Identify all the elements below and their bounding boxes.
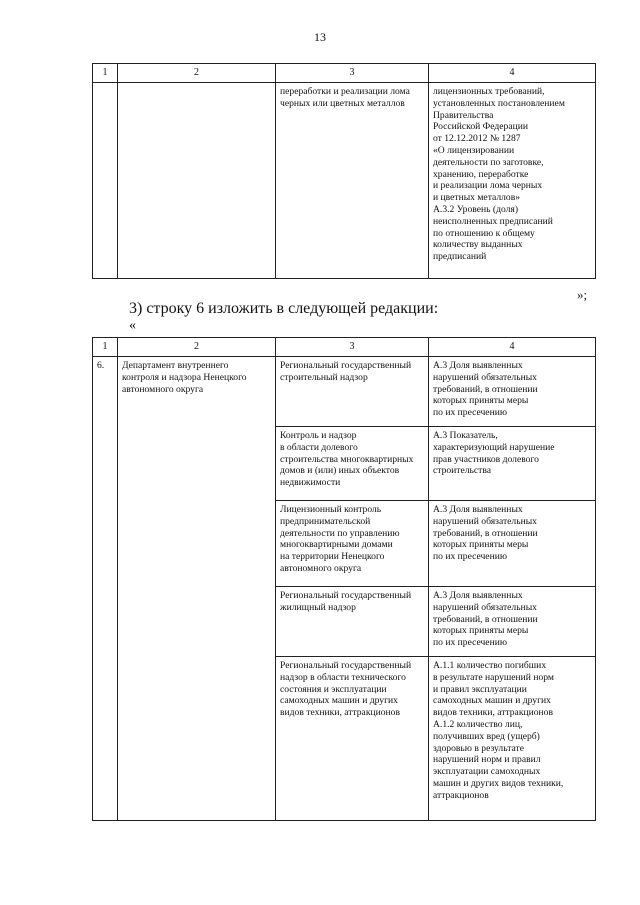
table-cell: [118, 83, 276, 279]
indicator-cell: А.1.1 количество погибших в результате нарушений норм и правил эксплуатации самоходных машин и других видов техники, аттракционов А.1.2 количество лиц, получивших вред (ущерб) здоровью в результате нарушений норм и правил эксплуатации самоходных машин и других видов техники, аттракционов: [429, 657, 596, 821]
indicator-cell: А.3 Доля выявленных нарушений обязательных требований, в отношении которых приняты меры по их пресечению: [429, 587, 596, 657]
column-header: 2: [118, 338, 276, 357]
activity-cell: Региональный государственный жилищный надзор: [276, 587, 429, 657]
column-header: 1: [93, 338, 118, 357]
activity-cell: Региональный государственный строительный надзор: [276, 357, 429, 427]
amendment-instruction: 3) строку 6 изложить в следующей редакции:: [129, 300, 439, 317]
opening-quote: «: [129, 318, 136, 333]
table-header-row: [93, 338, 596, 357]
table-continuation: [92, 63, 596, 279]
indicator-cell: А.3 Показатель, характеризующий нарушение прав участников долевого строительства: [429, 427, 596, 501]
indicator-cell: А.3 Доля выявленных нарушений обязательных требований, в отношении которых приняты меры по их пресечению: [429, 501, 596, 587]
table-header-row: [93, 64, 596, 83]
closing-quote: »;: [577, 287, 588, 302]
table-row: [93, 357, 596, 427]
table-row: [93, 83, 596, 279]
column-header: 2: [118, 64, 276, 83]
table-cell: переработки и реализации лома черных или цветных металлов: [276, 83, 429, 279]
column-header: 3: [276, 64, 429, 83]
activity-cell: Контроль и надзор в области долевого строительства многоквартирных домов и (или) иных объектов недвижимости: [276, 427, 429, 501]
table-row-6: [92, 337, 596, 821]
indicator-cell: А.3 Доля выявленных нарушений обязательных требований, в отношении которых приняты меры по их пресечению: [429, 357, 596, 427]
column-header: 3: [276, 338, 429, 357]
table-cell: лицензионных требований, установленных постановлением Правительства Российской Федерации от 12.12.2012 № 1287 «О лицензировании деятельности по заготовке, хранению, переработке и реализации лома черных и цветных металлов» А.3.2 Уровень (доля) неисполненных предписаний по отношению к общему количеству выданных предписаний: [429, 83, 596, 279]
activity-cell: Региональный государственный надзор в области технического состояния и эксплуатации самоходных машин и других видов техники, аттракционов: [276, 657, 429, 821]
column-header: 4: [429, 338, 596, 357]
column-header: 4: [429, 64, 596, 83]
row-number: 6.: [93, 357, 118, 821]
table-cell: [93, 83, 118, 279]
department-name: Департамент внутреннего контроля и надзора Ненецкого автономного округа: [118, 357, 276, 821]
column-header: 1: [93, 64, 118, 83]
page-number: 13: [314, 30, 326, 44]
activity-cell: Лицензионный контроль предпринимательской деятельности по управлению многоквартирными домами на территории Ненецкого автономного округа: [276, 501, 429, 587]
